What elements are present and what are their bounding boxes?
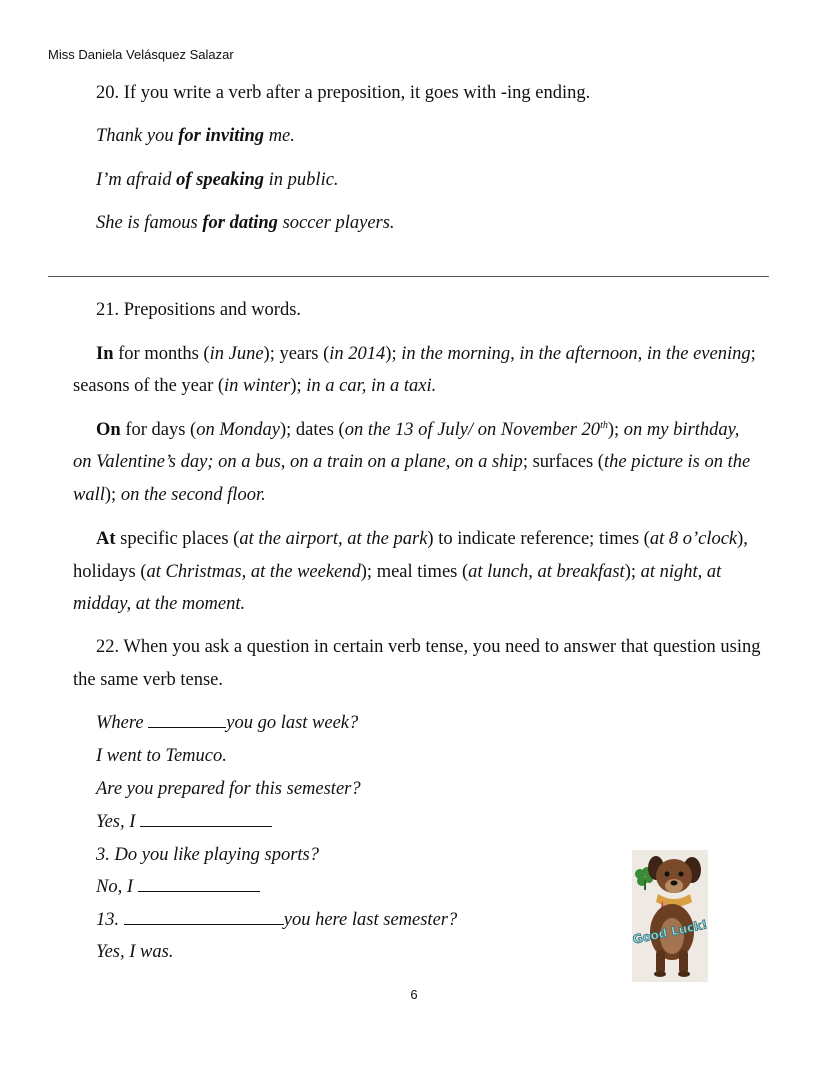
page-header-author: Miss Daniela Velásquez Salazar <box>48 47 234 62</box>
answer-text: Yes, I was. <box>96 942 174 962</box>
exercise-answer <box>96 877 260 898</box>
ordinal-suffix: th <box>600 420 608 431</box>
italic-text: in the morning, in the afternoon, in the evening <box>401 344 751 364</box>
italic-text: at lunch, at breakfast <box>468 562 625 582</box>
example-text: in public. <box>264 170 339 190</box>
on-keyword: On <box>96 420 121 441</box>
text: ); <box>385 344 402 364</box>
question-text: 3. Do you like playing sports? <box>96 845 320 865</box>
question-text: Where <box>96 713 144 733</box>
exercise-answer <box>96 812 272 833</box>
section-20-title: 20. If you write a verb after a preposition, it goes with -ing ending. <box>96 83 591 103</box>
italic-text: at 8 o’clock <box>649 529 738 549</box>
answer-text: No, I <box>96 877 133 897</box>
italic-text: on Valentine’s day; on a bus, on a train on a plane, on a ship <box>73 452 523 472</box>
italic-text: on my birthday, <box>623 420 740 441</box>
example-text: me. <box>264 126 295 146</box>
answer-blank[interactable] <box>138 877 260 892</box>
question-text: Are you prepared for this semester? <box>96 779 361 799</box>
in-line-2 <box>73 376 436 397</box>
text: holidays ( <box>73 562 147 582</box>
text: seasons of the year ( <box>73 376 225 396</box>
at-keyword: At <box>96 529 116 549</box>
text: ; <box>750 344 756 364</box>
answer-blank[interactable] <box>148 713 226 728</box>
example-bold: of speaking <box>176 170 265 190</box>
in-keyword: In <box>96 344 114 364</box>
italic-text: in winter <box>224 376 291 396</box>
italic-text: at night, at <box>640 562 722 582</box>
example-sentence <box>96 170 339 191</box>
exercise-answer <box>96 746 227 767</box>
text: ; surfaces ( <box>522 452 604 472</box>
italic-text: on Monday <box>196 420 280 441</box>
text: ); meal times ( <box>360 562 469 582</box>
on-line-1 <box>96 420 739 441</box>
text: ); years ( <box>263 344 330 364</box>
example-sentence <box>96 213 395 234</box>
italic-text: in June <box>209 344 264 364</box>
section-21-title: 21. Prepositions and words. <box>96 300 302 320</box>
page-number: 6 <box>410 987 418 1002</box>
italic-text: wall <box>73 485 105 505</box>
question-text: you go last week? <box>226 713 359 733</box>
italic-text: on the second floor. <box>120 485 266 505</box>
answer-text: I went to Temuco. <box>96 746 227 766</box>
section-22-title: 22. When you ask a question in certain verb tense, you need to answer that question using <box>96 637 761 657</box>
on-line-3 <box>73 485 266 506</box>
italic-text: at the airport, at the park <box>239 529 428 549</box>
text: ) to indicate reference; times ( <box>427 529 650 549</box>
good-luck-lettering: Good Luck! <box>632 917 708 947</box>
at-line-1 <box>96 529 748 550</box>
italic-text: in a car, in a taxi. <box>306 376 437 396</box>
text: ); <box>290 376 307 396</box>
exercise-answer <box>96 942 173 963</box>
italic-text: on the 13 of July/ on November 20 <box>344 420 601 441</box>
example-bold: for dating <box>202 213 278 233</box>
text: ), <box>737 529 748 549</box>
puppy-icon <box>632 850 708 982</box>
question-text: you here last semester? <box>283 910 458 930</box>
text: ); dates ( <box>279 420 345 441</box>
question-text: 13. <box>96 910 120 930</box>
italic-text: midday, at the moment. <box>73 594 246 614</box>
exercise-question <box>96 910 457 931</box>
text: ); <box>104 485 121 505</box>
example-text: I’m afraid <box>96 170 177 190</box>
in-line-1 <box>96 344 756 365</box>
italic-text: the picture is on the <box>603 452 751 472</box>
at-line-3 <box>73 594 245 615</box>
italic-text: in 2014 <box>329 344 386 364</box>
exercise-question <box>96 779 361 800</box>
italic-text: at Christmas, at the weekend <box>146 562 361 582</box>
text: for months ( <box>113 344 210 364</box>
exercise-question <box>96 713 358 734</box>
answer-text: Yes, I <box>96 812 136 832</box>
text: ); <box>624 562 641 582</box>
text: ); <box>607 420 624 441</box>
on-line-2 <box>73 452 750 473</box>
exercise-question <box>96 845 319 866</box>
example-text: Thank you <box>96 126 179 146</box>
good-luck-puppy-image <box>632 850 708 982</box>
answer-blank[interactable] <box>124 910 284 925</box>
at-line-2 <box>73 562 721 583</box>
section-divider <box>48 276 769 277</box>
example-sentence <box>96 126 295 147</box>
example-text: soccer players. <box>277 213 395 233</box>
answer-blank[interactable] <box>140 812 272 827</box>
section-22-title-continued: the same verb tense. <box>73 670 223 690</box>
example-bold: for inviting <box>178 126 265 146</box>
text: for days ( <box>120 420 197 441</box>
example-text: She is famous <box>96 213 203 233</box>
text: specific places ( <box>115 529 240 549</box>
